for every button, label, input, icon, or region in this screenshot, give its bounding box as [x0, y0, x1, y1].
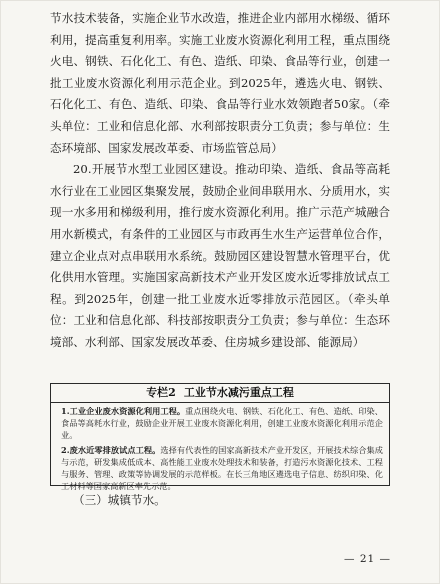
body-text [50, 8, 390, 354]
section-subheading: （三）城镇节水。 [73, 493, 166, 507]
column-box [50, 383, 390, 492]
column-box-item-text: 重点围绕火电、钢铁、石化化工、有色、造纸、印染、食品等高耗水行业，鼓励企业开展工业废水资源化利用，创建工业废水资源化利用示范企业。 [61, 406, 383, 441]
column-box-item-heading: 2.废水近零排放试点工程。 [61, 444, 161, 455]
column-box-item-text: 选择有代表性的国家高新技术产业开发区，开展技术综合集成与示范，研发集成低成本、高性能工业废水处理技术和装备，打造污水资源化技术、工程与服务、管理、政策等协调发展的示范样板。在长三角地区遴选电子信息、纺织印染、化工材料等国家高新区率先示范。 [61, 444, 383, 492]
page-number: — 21 — [344, 553, 392, 565]
column-box-title [51, 384, 389, 403]
column-box-item-heading: 1.工业企业废水资源化利用工程。 [61, 406, 186, 416]
column-box-item [51, 442, 389, 493]
paragraph-continuation: 节水技术装备，实施企业节水改造，推进企业内部用水梯级、循环利用，提高重复利用率。实施工业废水资源化利用工程，重点围绕火电、钢铁、石化化工、有色、造纸、印染、食品等行业，创建一批工业废水资源化利用示范企业。到2025年，遴选火电、钢铁、石化化工、有色、造纸、印染、食品等行业水效领跑者50家。（牵头单位：工业和信息化部、水利部按职责分工负责；参与单位：生态环境部、国家发展改革委、市场监管总局） [50, 11, 390, 155]
column-box-item [51, 403, 389, 442]
paragraph-item-20: 20.开展节水型工业园区建设。推动印染、造纸、食品等高耗水行业在工业园区集聚发展，鼓励企业间串联用水、分质用水，实现一水多用和梯级利用，推行废水资源化利用。推广示范产城融合用水新模式，有条件的工业园区与市政再生水生产运营单位合作，建立企业点对点串联用水系统。鼓励园区建设智慧水管理平台，优化供用水管理。实施国家高新技术产业开发区废水近零排放试点工程。到2025年，创建一批工业废水近零排放示范园区。（牵头单位：工业和信息化部、科技部按职责分工负责；参与单位：生态环境部、水利部、国家发展改革委、住房城乡建设部、能源局） [50, 162, 390, 349]
column-box-heading: 工业节水减污重点工程 [183, 386, 294, 399]
column-box-label: 专栏2 [146, 386, 176, 399]
